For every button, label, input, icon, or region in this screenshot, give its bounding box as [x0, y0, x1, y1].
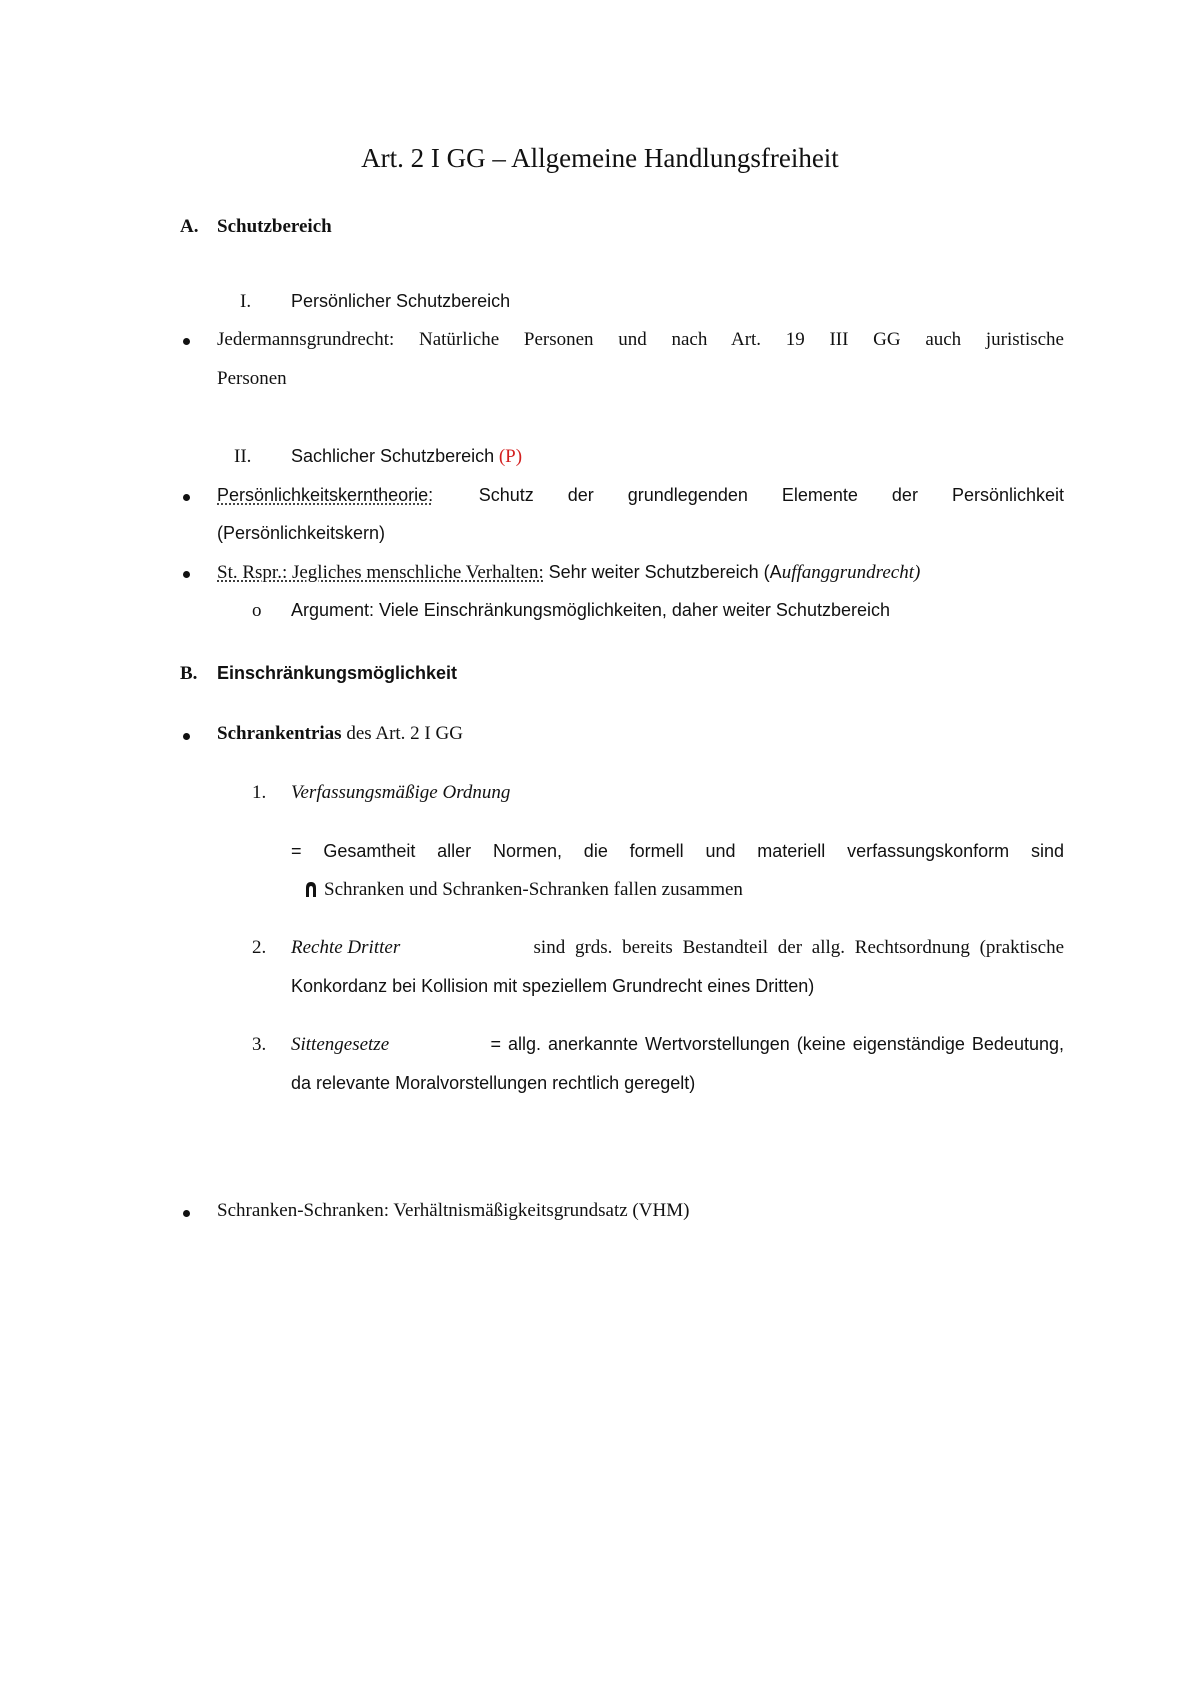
section-b-heading: Einschränkungsmöglichkeit	[217, 663, 458, 683]
item-3-line1-rest: = allg. anerkannte Wertvorstellungen (keine eigenständige Bedeutung,	[490, 1034, 1064, 1054]
item-1-line2-text: Schranken und Schranken-Schranken fallen zusammen	[324, 879, 743, 900]
item-3-line1	[291, 1034, 1064, 1056]
bullet-jedermann-line1: Jedermannsgrundrecht: Natürliche Personen und nach Art. 19 III GG auch juristische	[217, 329, 1064, 350]
bullet-kerntheorie-line2: (Persönlichkeitskern)	[217, 523, 386, 543]
rspr-rest: Sehr weiter Schutzbereich (A	[548, 562, 782, 582]
bullet-icon	[183, 494, 190, 501]
bullet-icon	[183, 571, 190, 578]
page-title: Art. 2 I GG – Allgemeine Handlungsfreiheit	[361, 143, 839, 173]
sub-ii-marker: II.	[234, 446, 252, 467]
bullet-rspr-line	[217, 562, 920, 584]
kerntheorie-rest: Schutz der grundlegenden Elemente der Persönlichkeit	[478, 485, 1064, 505]
schrankentrias-rest: des Art. 2 I GG	[346, 723, 463, 744]
item-2-line1-rest: sind grds. bereits Bestandteil der allg. Rechtsordnung (praktische	[533, 937, 1064, 958]
item-1-marker: 1.	[252, 782, 267, 803]
rspr-term: St. Rspr.: Jegliches menschliche Verhalten:	[217, 562, 544, 583]
sub-bullet-marker: o	[252, 600, 262, 621]
item-3-marker: 3.	[252, 1034, 267, 1055]
item-1-line1: = Gesamtheit aller Normen, die formell und materiell verfassungskonform sind	[291, 841, 1064, 861]
bullet-icon	[183, 1210, 190, 1217]
section-a-heading: Schutzbereich	[217, 216, 332, 237]
sub-i-marker: I.	[240, 291, 252, 312]
schrankentrias-bold: Schrankentrias	[217, 723, 342, 744]
bullet-icon	[183, 338, 190, 345]
item-2-line2: Konkordanz bei Kollision mit speziellem Grundrecht eines Dritten)	[291, 976, 815, 996]
item-3-label: Sittengesetze	[291, 1034, 390, 1055]
argument-text: Argument: Viele Einschränkungsmöglichkeiten, daher weiter Schutzbereich	[291, 600, 890, 620]
sub-ii-label: Sachlicher Schutzbereich	[291, 446, 495, 466]
item-1-label: Verfassungsmäßige Ordnung	[291, 782, 511, 803]
rspr-italic: uffanggrundrecht)	[781, 562, 921, 583]
section-a-marker: A.	[180, 216, 199, 237]
item-3-line2: da relevante Moralvorstellungen rechtlich geregelt)	[291, 1073, 696, 1093]
implication-arrow-icon	[302, 880, 320, 898]
schranken-schranken-line: Schranken-Schranken: Verhältnismäßigkeitsgrundsatz (VHM)	[217, 1200, 690, 1221]
problem-flag: (P)	[498, 446, 523, 467]
bullet-jedermann-line2: Personen	[217, 368, 287, 389]
schrankentrias-line	[217, 723, 463, 745]
item-2-line1	[291, 937, 1064, 959]
section-b-marker: B.	[180, 663, 198, 684]
sub-i-label: Persönlicher Schutzbereich	[291, 291, 511, 311]
kerntheorie-term: Persönlichkeitskerntheorie:	[217, 485, 434, 505]
item-2-label: Rechte Dritter	[291, 937, 401, 958]
bullet-kerntheorie-line1	[217, 485, 1064, 506]
sub-ii-label-line	[291, 446, 522, 468]
item-1-line2	[302, 879, 743, 901]
item-2-marker: 2.	[252, 937, 267, 958]
bullet-icon	[183, 733, 190, 740]
